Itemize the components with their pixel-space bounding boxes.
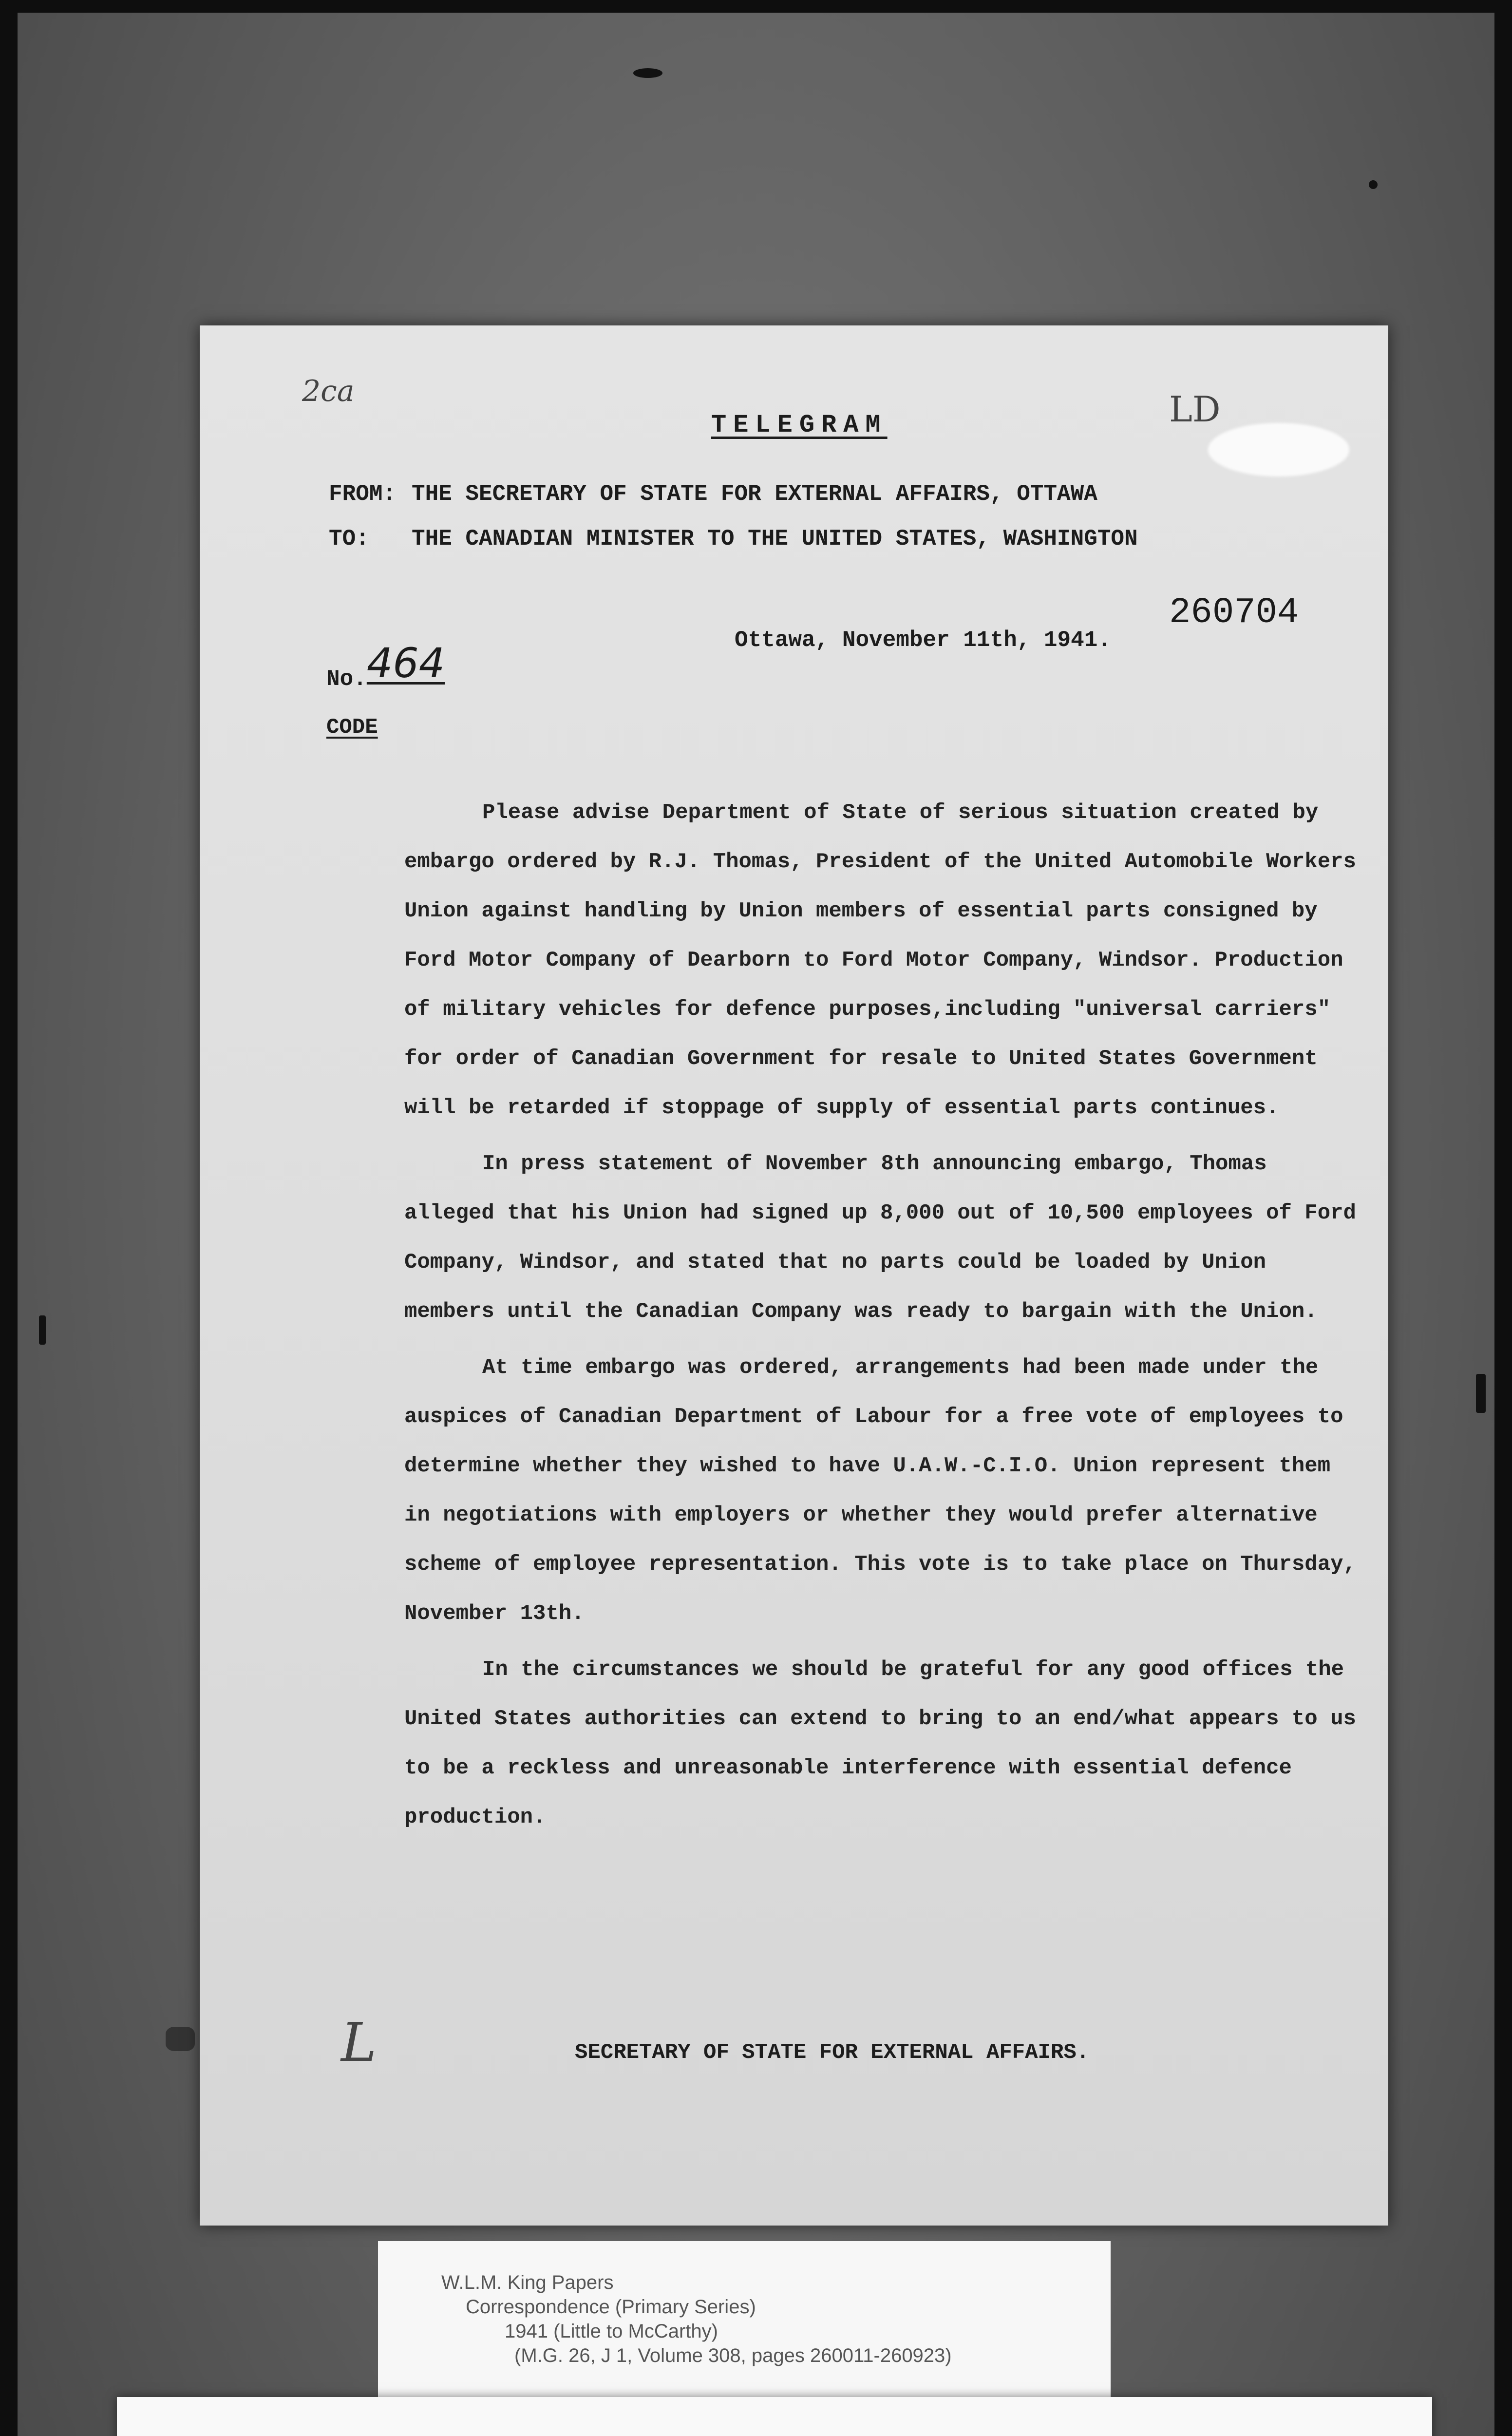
reference-line: W.L.M. King Papers [441,2272,614,2293]
telegram-number [326,639,445,695]
film-edge-left [0,0,18,2436]
dateline: Ottawa, November 11th, 1941. [735,628,1111,653]
code-label: CODE [326,715,378,740]
pencil-check-mark: L [341,2011,377,2074]
to-value: THE CANADIAN MINISTER TO THE UNITED STATES, WASHINGTON [412,526,1138,552]
archive-reference-label [378,2241,1111,2407]
telegram-title: TELEGRAM [711,411,888,439]
body-paragraph: At time embargo was ordered, arrangements had been made under the auspices of Canadian Department of Labour for a free vote of employees to determine whether they wished to have U.A.W.-C.I.O. Union represent them in negotiations with employers or whether they would prefer alternative scheme of employee representation. This vote is to take place on Thursday, November 13th. [404,1355,1356,1626]
telegram-body [404,788,1369,1849]
dust-speck [1476,1374,1486,1413]
dust-speck [1369,180,1378,189]
dust-speck [166,2027,195,2051]
to-label: TO: [329,526,369,552]
telegram-page [200,325,1388,2226]
reference-line: (M.G. 26, J 1, Volume 308, pages 260011-260923) [514,2345,952,2366]
reference-line: 1941 (Little to McCarthy) [505,2321,718,2342]
film-edge-right [1494,0,1512,2436]
reference-line: Correspondence (Primary Series) [466,2296,756,2318]
number-label: No. [326,666,367,692]
public-archives-card [117,2397,1432,2436]
dust-speck [39,1315,46,1345]
archive-page-number: 260704 [1169,592,1299,633]
from-line [329,481,1097,507]
body-paragraph: In the circumstances we should be grateful for any good offices the United States authorities can extend to bring to an end/what appears to us to be a reckless and unreasonable interference with essential defence production. [404,1657,1356,1829]
white-blot [1208,423,1349,476]
film-edge-top [0,0,1512,13]
from-value: THE SECRETARY OF STATE FOR EXTERNAL AFFAIRS, OTTAWA [412,481,1097,507]
from-label: FROM: [329,481,397,507]
body-paragraph: Please advise Department of State of serious situation created by embargo ordered by R.J. Thomas, President of the United Automobile Workers Union against handling by Union members of essential parts consigned by Ford Motor Company of Dearborn to Ford Motor Company, Windsor. Production of military vehicles for defence purposes,including "universal carriers" for order of Canadian Government for resale to United States Government will be retarded if stoppage of supply of essential parts continues. [404,800,1356,1120]
signature: SECRETARY OF STATE FOR EXTERNAL AFFAIRS. [575,2040,1090,2065]
pencil-mark: 2ca [302,374,355,408]
to-line [329,526,1138,552]
body-paragraph: In press statement of November 8th announcing embargo, Thomas alleged that his Union had signed up 8,000 out of 10,500 employees of Ford Company, Windsor, and stated that no parts could be loaded by Union members until the Canadian Company was ready to bargain with the Union. [404,1152,1356,1324]
handwritten-number: 464 [366,639,445,687]
dust-speck [633,68,662,78]
pencil-mark: LD [1169,389,1221,430]
